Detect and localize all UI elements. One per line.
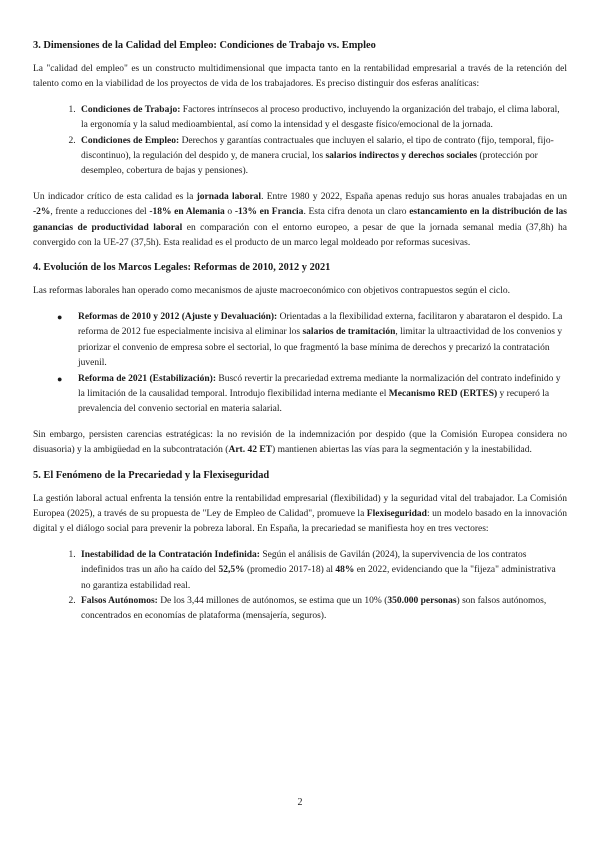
section-3-paragraph: Un indicador crítico de esta calidad es la jornada laboral. Entre 1980 y 2022, España apenas redujo sus horas anuales trabajadas en un -2%, frente a reducciones del -18% en Alemania o -13% en Francia. Esta cifra denota un claro estancamiento en la distribución de las ganancias de productividad laboral en comparación con el entorno europeo, a pesar de que la jornada semanal media (37,8h) ha convergido con la UE-27 (37,5h). Esta realidad es el producto de un marco legal moldeado por reformas sucesivas. [33,191,568,249]
list-item: ● Reforma de 2021 (Estabilización): Buscó revertir la precariedad extrema mediante la normalización del contrato indefinido y la limitación de la causalidad temporal. Introdujo flexibilidad interna mediante el Mecanismo RED (ERTES) y recuperó la prevalencia del convenio sectorial en materia salarial. [57,373,561,415]
item-title: Condiciones de Trabajo: [81,104,181,115]
item-text: (protección por desempleo, cobertura de bajas y pensiones). [81,151,538,177]
section-3-heading: 3. Dimensiones de la Calidad del Empleo: Condiciones de Trabajo vs. Empleo [33,40,376,51]
section-3-intro: La "calidad del empleo" es un constructo multidimensional que impacta tanto en la rentabilidad empresarial a través de la retención del talento como en la viabilidad de los proyectos de vida de los trabajadores. Es preciso distinguir dos esferas analíticas: [33,64,567,90]
item-title: Condiciones de Empleo: [81,135,180,146]
item-emphasis: salarios indirectos y derechos sociales [325,151,478,162]
bullet-icon: ● [57,311,63,322]
item-text: Factores intrínsecos al proceso productivo, incluyendo la organización del trabajo, el clima laboral, la ergonomía y la salud medioambiental, así como la intensidad y el desgaste físico/emocional de la jornada. [81,104,560,131]
item-text: Derechos y garantías contractuales que incluyen el salario, el tipo de contrato (fijo, temporal, fijo-discontinuo), la regulación del despido y, de manera crucial, los [81,135,554,162]
section-3-list [33,103,567,180]
page-number: 2 [297,797,303,808]
section-5-paragraph: La gestión laboral actual enfrenta la tensión entre la rentabilidad empresarial (flexibilidad) y la seguridad vital del trabajador. La Comisión Europea (2025), a través de su propuesta de "Ley de Empleo de Calidad", promueve la Flexiseguridad: un modelo basado en la innovación digital y el diálogo social para prevenir la pobreza laboral. En España, la precariedad se manifiesta hoy en tres vectores: [33,493,567,535]
section-5-heading: 5. El Fenómeno de la Precariedad y la Flexiseguridad [33,469,270,481]
bullet-icon: ● [57,373,63,384]
section-4-heading: 4. Evolución de los Marcos Legales: Reformas de 2010, 2012 y 2021 [33,262,331,274]
list-item: 1. Inestabilidad de la Contratación Indefinida: Según el análisis de Gavilán (2024), la supervivencia de los contratos indefinidos tras un año ha caído del 52,5% (promedio 2017-18) al 48% en 2022, evidenciando que la "fijeza" administrativa no garantiza estabilidad real. [78,548,567,594]
list-item: ● Reformas de 2010 y 2012 (Ajuste y Devaluación): Orientadas a la flexibilidad externa, facilitaron y abarataron el despido. La reforma de 2012 fue especialmente incisiva al eliminar los salarios de tramitación, limitar la ultraactividad de los convenios y priorizar el convenio de empresa sobre el sectorial, lo que fragmentó la base mínima de derechos y precarizó la contratación juvenil. [57,311,563,369]
list-item [78,103,567,134]
section-5-list [33,548,567,625]
section-4-list [33,310,567,418]
section-4-paragraph: Sin embargo, persisten carencias estratégicas: la no revisión de la indemnización por despido (que la Comisión Europea considera no disuasoria) y la ambigüedad en la subcontratación (Art. 42 ET) mantienen abiertas las vías para la segmentación y la inestabilidad. [33,429,567,456]
list-item: 2. Falsos Autónomos: De los 3,44 millones de autónomos, se estima que un 10% (350.000 personas) son falsos autónomos, concentrados en economías de plataforma (mensajería, seguros). [78,594,567,625]
list-item [78,134,567,180]
section-4-intro: Las reformas laborales han operado como mecanismos de ajuste macroeconómico con objetivos contrapuestos según el ciclo. [33,286,510,297]
